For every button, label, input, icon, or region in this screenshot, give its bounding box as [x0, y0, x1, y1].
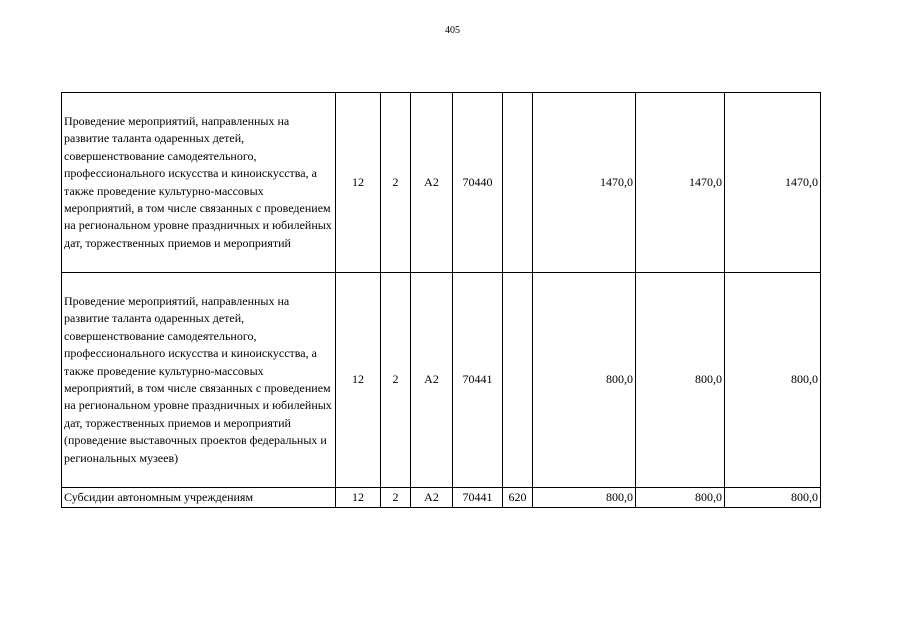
cell-amount-2: 800,0 [636, 488, 725, 508]
cell-name: Проведение мероприятий, направленных на развитие таланта одаренных детей, совершенствование самодеятельного, профессионального искусства и киноискусства, а также проведение культурно-массовых мероприятий, в том числе связанных с проведением на региональном уровне праздничных и юбилейных дат, торжественных приемов и мероприятий (проведение выставочных проектов федеральных и региональных музеев) [62, 273, 336, 488]
cell-amount-1: 800,0 [533, 273, 636, 488]
cell-chapter: 12 [336, 273, 381, 488]
cell-program: А2 [411, 273, 453, 488]
cell-code: 70440 [453, 93, 503, 273]
page-number: 405 [445, 25, 460, 36]
cell-name: Субсидии автономным учреждениям [62, 488, 336, 508]
cell-subsection: 2 [381, 488, 411, 508]
budget-table [61, 92, 821, 508]
cell-expense-type [503, 93, 533, 273]
cell-subsection: 2 [381, 93, 411, 273]
cell-program: А2 [411, 93, 453, 273]
cell-chapter: 12 [336, 488, 381, 508]
cell-chapter: 12 [336, 93, 381, 273]
cell-amount-3: 1470,0 [725, 93, 821, 273]
table-row [62, 93, 821, 273]
cell-name: Проведение мероприятий, направленных на развитие таланта одаренных детей, совершенствование самодеятельного, профессионального искусства и киноискусства, а также проведение культурно-массовых мероприятий, в том числе связанных с проведением на региональном уровне праздничных и юбилейных дат, торжественных приемов и мероприятий [62, 93, 336, 273]
cell-amount-2: 1470,0 [636, 93, 725, 273]
table-row [62, 488, 821, 508]
cell-amount-1: 800,0 [533, 488, 636, 508]
cell-program: А2 [411, 488, 453, 508]
table-row [62, 273, 821, 488]
cell-code: 70441 [453, 273, 503, 488]
cell-amount-2: 800,0 [636, 273, 725, 488]
cell-amount-1: 1470,0 [533, 93, 636, 273]
cell-amount-3: 800,0 [725, 273, 821, 488]
cell-expense-type [503, 273, 533, 488]
cell-subsection: 2 [381, 273, 411, 488]
cell-code: 70441 [453, 488, 503, 508]
cell-expense-type: 620 [503, 488, 533, 508]
cell-amount-3: 800,0 [725, 488, 821, 508]
